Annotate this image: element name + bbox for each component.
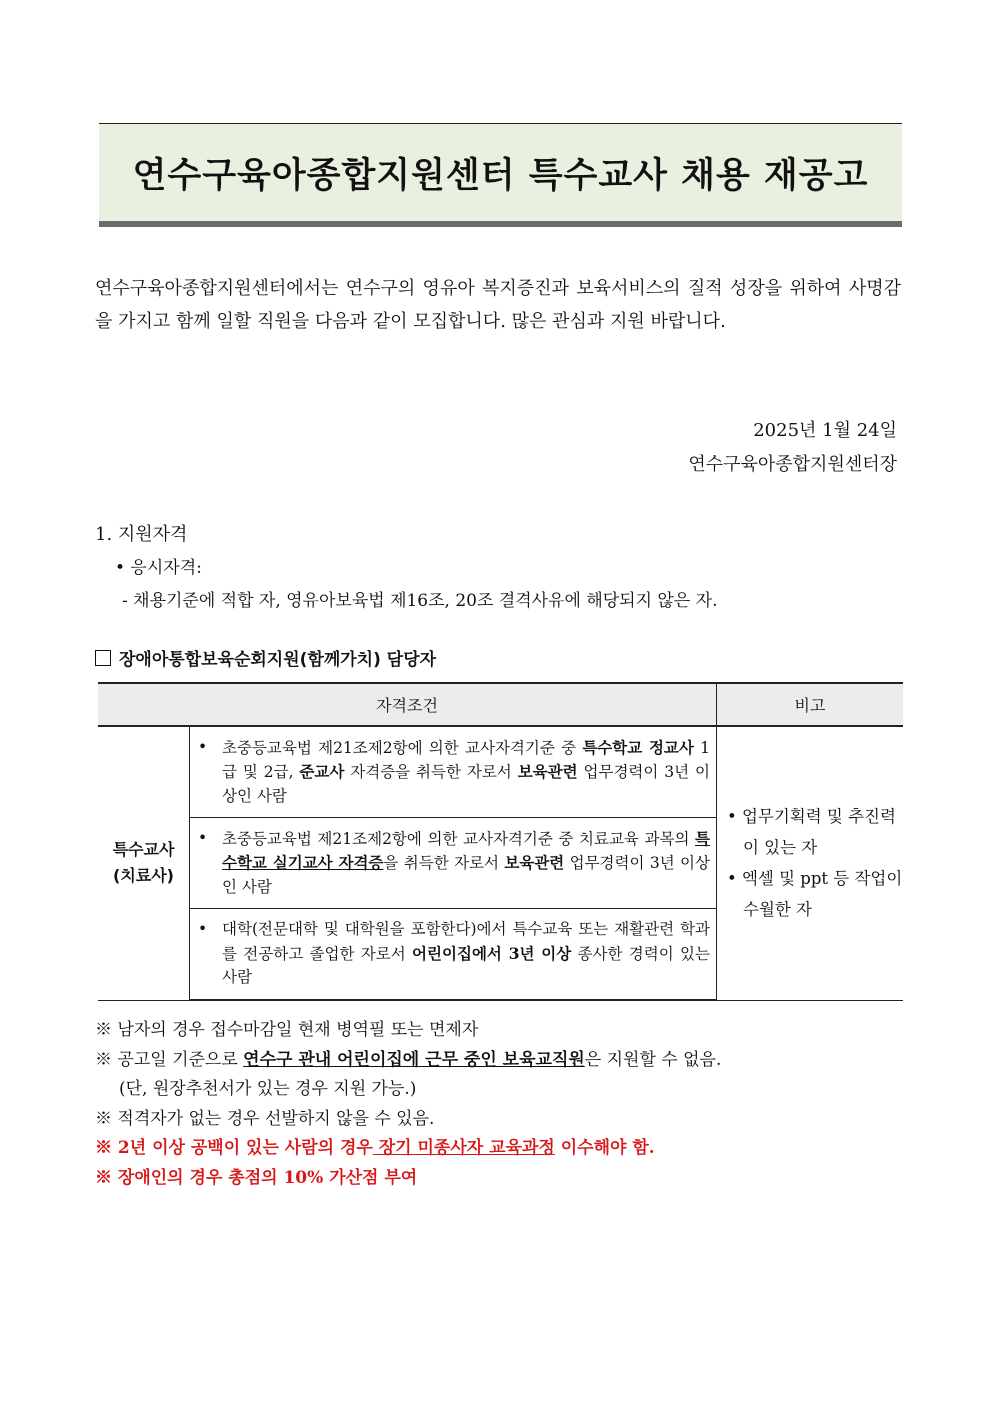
- criterion-text: 1급 및 2급,: [222, 738, 710, 782]
- qualification-detail: - 채용기준에 적합 자, 영유아보육법 제16조, 20조 결격사유에 해당되지 않은 자.: [122, 591, 718, 611]
- criterion-bold: 준교사: [299, 762, 345, 782]
- criterion-1: [190, 726, 717, 818]
- role-line2: (치료사): [113, 866, 174, 886]
- role-line1: 특수교사: [112, 840, 175, 860]
- col-requirements: 자격조건: [98, 683, 717, 726]
- note-text: ※ 2년 이상 공백이 있는 사람의 경우: [95, 1138, 373, 1158]
- criterion-3: [190, 909, 717, 1001]
- criterion-text: 대학(전문대학 및 대학원을 포함한다)에서 특수교육 또는 재활관련 학과를 전공하고 졸업한 자로서: [222, 920, 710, 963]
- requirements-table: [98, 682, 903, 1001]
- col-remarks: 비고: [717, 683, 904, 726]
- criterion-text: 업무경력이 3년 이상인 사람: [222, 763, 710, 805]
- position-heading: [95, 645, 436, 670]
- page-title: 연수구육아종합지원센터 특수교사 채용 재공고: [132, 155, 869, 196]
- note-disability-bonus: ※ 장애인의 경우 총점의 10% 가산점 부여: [95, 1167, 418, 1188]
- announcement-date: 2025년 1월 24일: [753, 420, 897, 441]
- bullet-icon: •: [198, 920, 208, 939]
- criterion-bold: 보육관련: [504, 853, 565, 873]
- note-gap-training: [95, 1134, 721, 1164]
- note-current-staff: [95, 1046, 721, 1076]
- table-header-row: [98, 683, 903, 726]
- note-exception: (단, 원장추천서가 있는 경우 지원 가능.): [119, 1079, 417, 1099]
- note-text: 이수해야 함.: [554, 1138, 655, 1158]
- criterion-text: 자격증을 취득한 자로서: [344, 763, 518, 782]
- note-bold-underlined: 연수구 관내 어린이집에 근무 중인 보육교직원: [243, 1049, 585, 1070]
- note-no-candidate: ※ 적격자가 없는 경우 선발하지 않을 수 있음.: [95, 1108, 435, 1129]
- position-heading-text: 장애아통합보육순회지원(함께가치) 담당자: [119, 650, 437, 670]
- qualification-label: • 응시자격:: [115, 558, 202, 578]
- remark-1: • 업무기획력 및 추진력이 있는 자: [727, 807, 896, 858]
- title-banner: [99, 123, 902, 227]
- note-text: ※ 공고일 기준으로: [95, 1049, 244, 1070]
- remark-2: • 엑셀 및 ppt 등 작업이 수월한 자: [727, 869, 903, 920]
- intro-paragraph: 연수구육아종합지원센터에서는 연수구의 영유아 복지증진과 보육서비스의 질적 성장을 위하여 사명감을 가지고 함께 일할 직원을 다음과 같이 모집합니다. 많은 관심과 지원 바랍니다.: [95, 278, 901, 332]
- criterion-text: 을 취득한 자로서: [383, 854, 505, 873]
- role-cell: [98, 726, 190, 1000]
- note-underlined: 장기 미종사자 교육과정: [372, 1138, 555, 1158]
- criterion-text: 업무경력이 3년 이상인 사람: [222, 854, 710, 896]
- section-title: 1. 지원자격: [95, 524, 188, 545]
- notes-list: [95, 1016, 721, 1193]
- signer: 연수구육아종합지원센터장: [688, 454, 897, 475]
- bullet-icon: •: [198, 828, 208, 847]
- criterion-text: 초중등교육법 제21조제2항에 의한 교사자격기준 중 치료교육 과목의: [222, 829, 696, 848]
- note-military: ※ 남자의 경우 접수마감일 현재 병역필 또는 면제자: [95, 1020, 479, 1040]
- bullet-icon: •: [198, 737, 208, 756]
- criterion-text: 초중등교육법 제21조제2항에 의한 교사자격기준 중: [222, 738, 583, 757]
- note-text: 은 지원할 수 없음.: [584, 1049, 722, 1070]
- criterion-bold-underlined: 특수학교 실기교사 자격증: [222, 828, 710, 873]
- criterion-bold: 특수학교 정교사: [582, 737, 694, 757]
- checkbox-square-icon: [95, 650, 111, 666]
- remarks-cell: [717, 726, 904, 1000]
- criterion-2: [190, 818, 717, 909]
- criterion-bold: 보육관련: [517, 762, 578, 782]
- criterion-text: 종사한 경력이 있는 사람: [222, 944, 710, 987]
- table-row: [98, 726, 903, 818]
- criterion-bold: 어린이집에서 3년 이상: [412, 943, 572, 963]
